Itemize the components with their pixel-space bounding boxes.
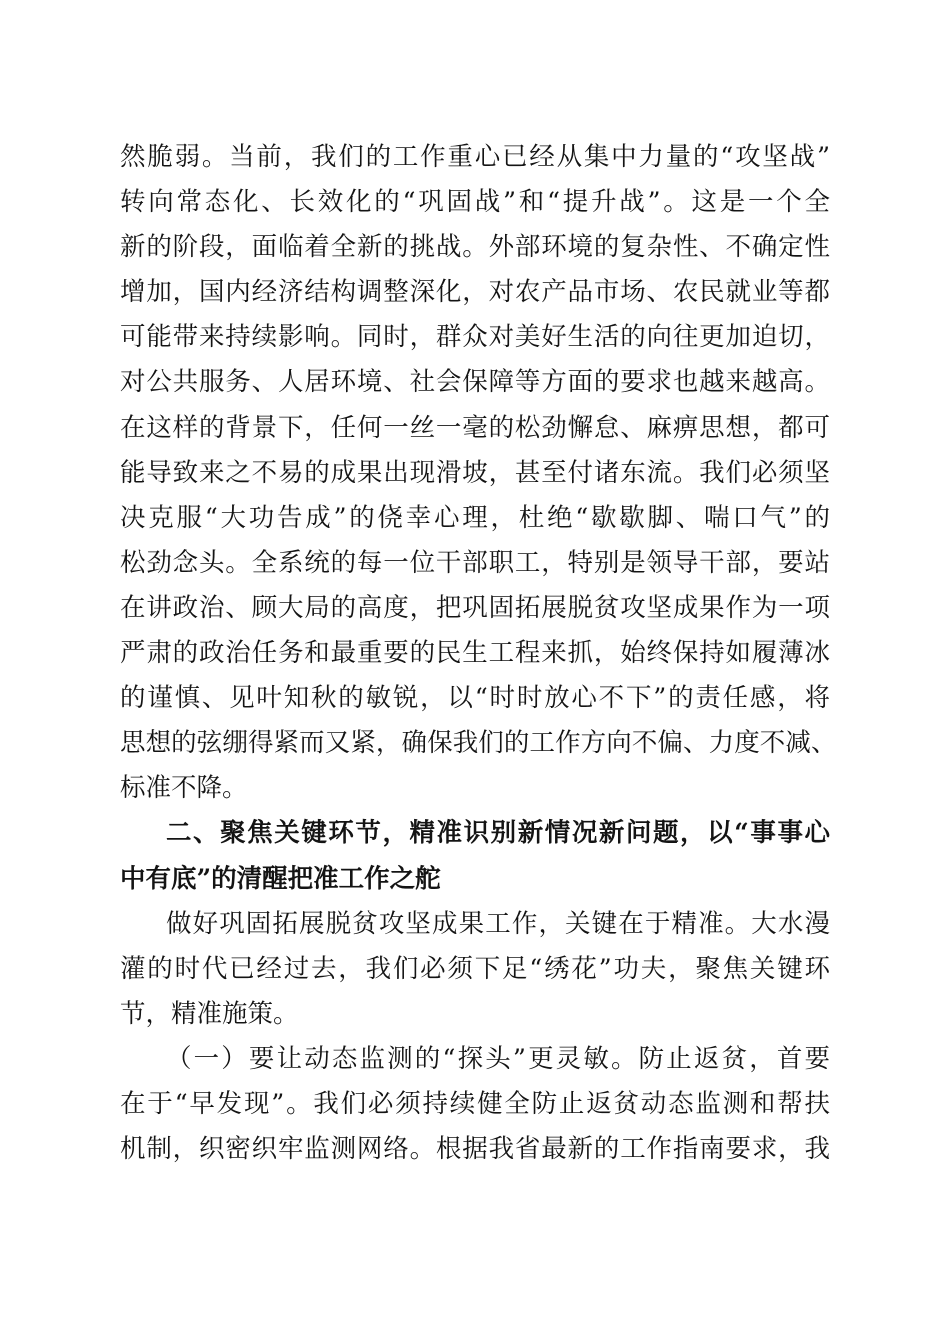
- body-line: 新的阶段，面临着全新的挑战。外部环境的复杂性、不确定性: [120, 232, 830, 263]
- body-paragraph: [120, 902, 830, 1037]
- heading-line: 二、聚焦关键环节，精准识别新情况新问题，以“事事心: [166, 818, 830, 849]
- document-page: [120, 135, 836, 1172]
- body-line: 转向常态化、长效化的“巩固战”和“提升战”。这是一个全: [120, 187, 830, 218]
- body-line: 在这样的背景下，任何一丝一毫的松劲懈怠、麻痹思想，都可: [120, 412, 830, 443]
- body-line: 增加，国内经济结构调整深化，对农产品市场、农民就业等都: [120, 277, 830, 308]
- body-line: 标准不降。: [120, 773, 248, 804]
- body-line: 能导致来之不易的成果出现滑坡，甚至付诸东流。我们必须坚: [120, 457, 830, 488]
- body-line: 灌的时代已经过去，我们必须下足“绣花”功夫，聚焦关键环: [120, 953, 830, 984]
- body-line: 在于“早发现”。我们必须持续健全防止返贫动态监测和帮扶: [120, 1088, 830, 1119]
- body-line: 松劲念头。全系统的每一位干部职工，特别是领导干部，要站: [120, 547, 830, 578]
- body-line: 严肃的政治任务和最重要的民生工程来抓，始终保持如履薄冰: [120, 638, 830, 669]
- body-line: 思想的弦绷得紧而又紧，确保我们的工作方向不偏、力度不减、: [120, 728, 836, 759]
- heading-line: 中有底”的清醒把准工作之舵: [120, 863, 441, 894]
- section-heading: [120, 811, 830, 901]
- body-line: 对公共服务、人居环境、社会保障等方面的要求也越来越高。: [120, 367, 830, 398]
- body-line: 机制，织密织牢监测网络。根据我省最新的工作指南要求，我: [120, 1134, 830, 1165]
- body-line: 在讲政治、顾大局的高度，把巩固拓展脱贫攻坚成果作为一项: [120, 592, 830, 623]
- body-line: 做好巩固拓展脱贫攻坚成果工作，关键在于精准。大水漫: [166, 908, 830, 939]
- body-line: 决克服“大功告成”的侥幸心理，杜绝“歇歇脚、喘口气”的: [120, 502, 830, 533]
- body-paragraph: [120, 135, 836, 811]
- body-line: 然脆弱。当前，我们的工作重心已经从集中力量的“攻坚战”: [120, 142, 830, 172]
- body-line: （一）要让动态监测的“探头”更灵敏。防止返贫，首要: [166, 1043, 830, 1074]
- body-paragraph: [120, 1037, 830, 1172]
- body-line: 可能带来持续影响。同时，群众对美好生活的向往更加迫切，: [120, 322, 830, 353]
- body-line: 节，精准施策。: [120, 998, 299, 1029]
- body-line: 的谨慎、见叶知秋的敏锐，以“时时放心不下”的责任感，将: [120, 683, 830, 714]
